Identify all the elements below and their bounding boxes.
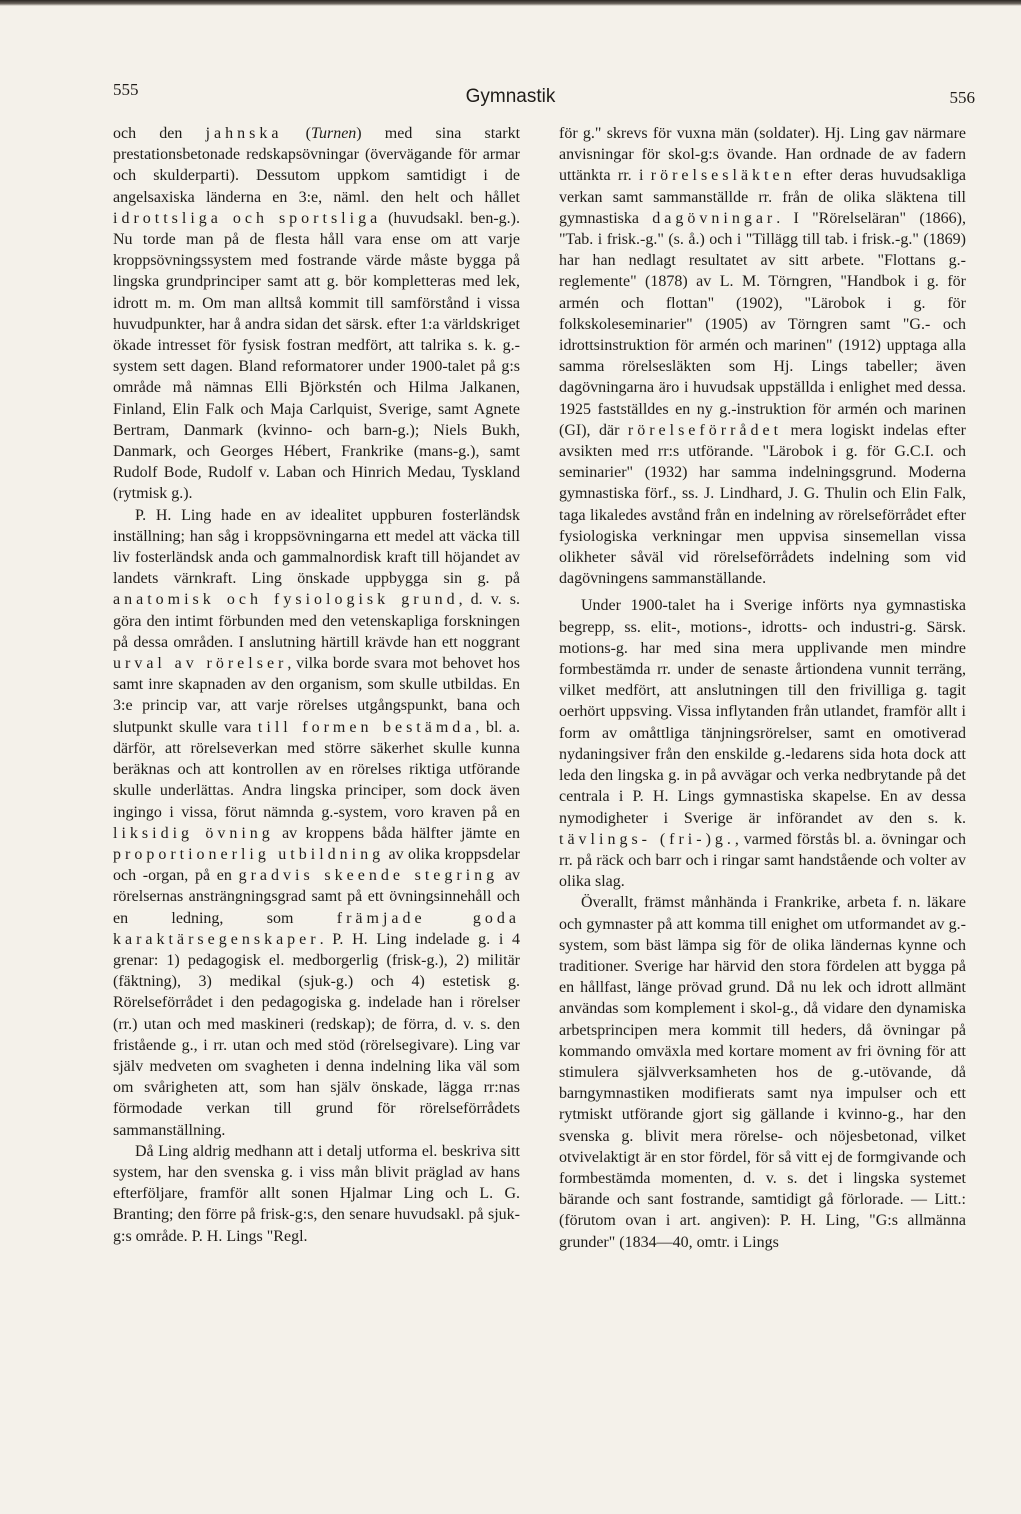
- spaced-term: dagövningar: [652, 209, 777, 227]
- spaced-term: gradvis skeende stegring: [238, 867, 499, 885]
- paragraph: och den jahnska (Turnen) med sina starkt prestationsbetonade redskapsövningar (övervägande för armar och skulderparti). Dessutom uppkom samtidigt i de angelsaxiska länderna en 3:e, näml. den helt och hållet idrottsliga och sportsliga (huvudsakl. ben-g.). Nu torde man på de flesta håll vara ense om att varje kroppsövningssystem med fostrande värde måste bygga på lingska grundprinciper samt att g. bör kompletteras med lek, idrott m. m. Om man alltså kommit till samförstånd i vissa huvudpunkter, har å andra sidan det särsk. efter 1:a världskriget ökade intresset för fysisk fostran medfört, att talrika s. k. g.-system sett dagen. Bland reformatorer under 1900-talet på g:s område må nämnas Elli Björkstén och Hilma Jalkanen, Finland, Elin Falk och Maja Carlquist, Sverige, samt Agnete Bertram, Danmark (kvinno- och barn-g.); Niels Bukh, Danmark, och Georges Hébert, Frankrike (mans-g.), samt Rudolf Bode, Rudolf v. Laban och Hinrich Medau, Tyskland (rytmisk g.).: [113, 125, 521, 503]
- page-number-right: 556: [949, 88, 975, 107]
- spaced-term: rörelseförrådet: [627, 421, 783, 439]
- spaced-term: anatomisk och fysiologisk grund: [113, 591, 459, 609]
- paragraph: Då Ling aldrig medhann att i detalj utforma el. beskriva sitt system, har den svenska g. i viss mån blivit präglad av hans efterföljare, framför allt sonen Hjalmar Ling och L. G. Branting; den förre på frisk-g:s, den senare huvudsakl. på sjuk-g:s område. P. H. Lings "Regl.: [113, 1142, 520, 1245]
- italic-term: Turnen: [310, 125, 357, 142]
- paragraph: Under 1900-talet ha i Sverige införts nya gymnastiska begrepp, ss. elit-, motions-, idrotts- och industri-g. Särsk. motions-g. har med sina mera upplivande men mindre formbestämda rr. under de senaste årtiondena vunnit terräng, vilket medfört, att anslutningen till den frivilliga g. tagit oerhört uppsving. Vissa inflytanden från utlandet, framför allt i form av omåttliga tänjningsrörelser, samt en omotiverad nydaningsiver från den enskilde g.-ledarens sida hota dock att leda den lingska g. in på avvägar och verka nedbrytande på det centrala i P. H. Lings gymnastiska skapelse. En av dessa nymodigheter i Sverige är införandet av den s. k. tävlings- (fri-)g., varmed förstås bl. a. övningar och rr. på räck och barr och i ringar samt handstående och volter av olika slag.: [559, 597, 967, 891]
- spaced-term: jahnska: [205, 125, 283, 142]
- paragraph: P. H. Ling hade en av idealitet uppburen fosterländsk inställning; han såg i kroppsövningarna ett medel att väcka till liv fosterländsk anda och gammalnordisk kraft till höjandet av landets värnkraft. Ling önskade uppbygga sin g. på anatomisk och fysiologisk grund, d. v. s. göra den intimt förbunden med den vetenskapliga forskningen på dessa områden. I anslutning härtill krävde han ett noggrant urval av rörelser, vilka borde svara mot behovet hos samt inre skapnaden av den organism, som skulle utbildas. En 3:e princip var, att varje rörelses utgångspunkt, bana och slutpunkt skulle vara till formen bestämda, bl. a. därför, att rörelseverkan med större säkerhet skulle kunna beräknas och att kontrollen av en rörelses riktiga utförande skulle underlättas. Andra lingska principer, som dock även ingingo i vissa, förut nämnda g.-system, voro kraven på en liksidig övning av kroppens båda hälfter jämte en proportionerlig utbildning av olika kroppsdelar och -organ, på en gradvis skeende stegring av rörelsernas ansträngningsgrad samt på ett övningsinnehåll och en ledning, som främjade goda karaktärsegenskaper. P. H. Ling indelade g. i 4 grenar: 1) pedagogisk el. medborgerlig (frisk-g.), 2) militär (fäktning), 3) medikal (sjuk-g.) och 4) estetisk g. Rörelseförrådet i den pedagogiska g. indelade han i rörelser (rr.) utan och med maskineri (redskap); de förra, d. v. s. den fristående g., i rr. utan och med stöd (rörelsegivare). Ling var själv medveten om svagheten i denna indelning lika väl som om svårigheten att, som han själv önskade, lägga rr:nas förmodade verkan till grund för rörelseförrådets sammanställning.: [113, 506, 521, 1139]
- spaced-term: urval av rörelser: [113, 655, 288, 673]
- paragraph: för g." skrevs för vuxna män (soldater). Hj. Ling gav närmare anvisningar för skol-g:s övande. Han ordnade de av fadern uttänkta rr. i rörelsesläkten efter deras huvudsakliga verkan samt sammanställde rr. från de olika släktena till gymnastiska dagövningar. I "Rörelseläran" (1866), "Tab. i frisk.-g." (s. å.) och i "Tillägg till tab. i frisk.-g." (1869) har han nedlagt resultatet av sitt arbete. "Flottans g.-reglemente" (1878) av L. M. Törngren, "Handbok i g. för armén och flottan" (1902), "Lärobok i g. för folkskoleseminarier" (1905) av Törngren samt "G.- och idrottsinstruktion för armén och marinen" (1912) upptaga alla samma rörelsesläkten som Hj. Lings tabeller; även dagövningarna äro i huvudsak uppställda i enlighet med dessa. 1925 fastställdes en ny g.-instruktion för armén och marinen (GI), där rörelseförrådet mera logiskt indelas efter avsikten med rr:s utförande. "Lärobok i g. för G.C.I. och seminarier" (1932) har samma indelningsgrund. Moderna gymnastiska förf., ss. J. Lindhard, J. G. Thulin och Elin Falk, taga likaledes avstånd från en indelning av rörelseförrådet efter fysiologiska verkningar men uppvisa sinsemellan vissa olikheter såväl vid rörelseförrådets indelning som vid dagövningens sammanställande.: [559, 125, 967, 588]
- spaced-term: proportionerlig utbildning: [113, 845, 385, 863]
- spaced-term: till formen bestämda: [257, 718, 476, 736]
- page-number-left: 555: [113, 80, 139, 99]
- spaced-term: idrottsliga och sportsliga: [113, 209, 382, 227]
- right-column: [559, 123, 966, 1253]
- spaced-term: tävlings- (fri-)g.: [559, 830, 735, 848]
- spaced-term: främjade goda karaktärsegenskaper: [113, 909, 521, 948]
- page-header: [0, 80, 1021, 120]
- running-head: Gymnastik: [465, 86, 556, 107]
- left-column: [113, 123, 520, 1247]
- top-rule: [0, 0, 1021, 6]
- spaced-term: rörelsesläkten: [650, 167, 796, 185]
- paragraph: Överallt, främst månhända i Frankrike, arbeta f. n. läkare och gymnaster på att komma till enighet om utformandet av g.-system, som bäst lämpa sig för de olika ländernas kynne och traditioner. Sverige har härvid den stora fördelen att bygga på en hållfast, länge prövad grund. Då nu lek och idrott allmänt användas som komplement i skol-g., då vidare den dynamiska arbetsprincipen mera kommit till heders, då övningar på kommando omväxla med kortare moment av fri övning för att stimulera självverksamheten hos de g.-utövande, då barngymnastiken modifierats samt nya impulser och ett rytmiskt utförande gjort sig gällande i kvinno-g., har den svenska g. blivit mera rörelse- och nöjesbetonad, vilket otvivelaktigt är en stor fördel, för så vitt ej de formgivande och formbestämda momenten, d. v. s. det i lingska systemet bärande och sant fostrande, samtidigt gå förlorade. — Litt.: (förutom ovan i art. angiven): P. H. Ling, "G:s allmänna grunder" (1834—40, omtr. i Lings: [559, 894, 966, 1251]
- spaced-term: liksidig övning: [113, 824, 274, 842]
